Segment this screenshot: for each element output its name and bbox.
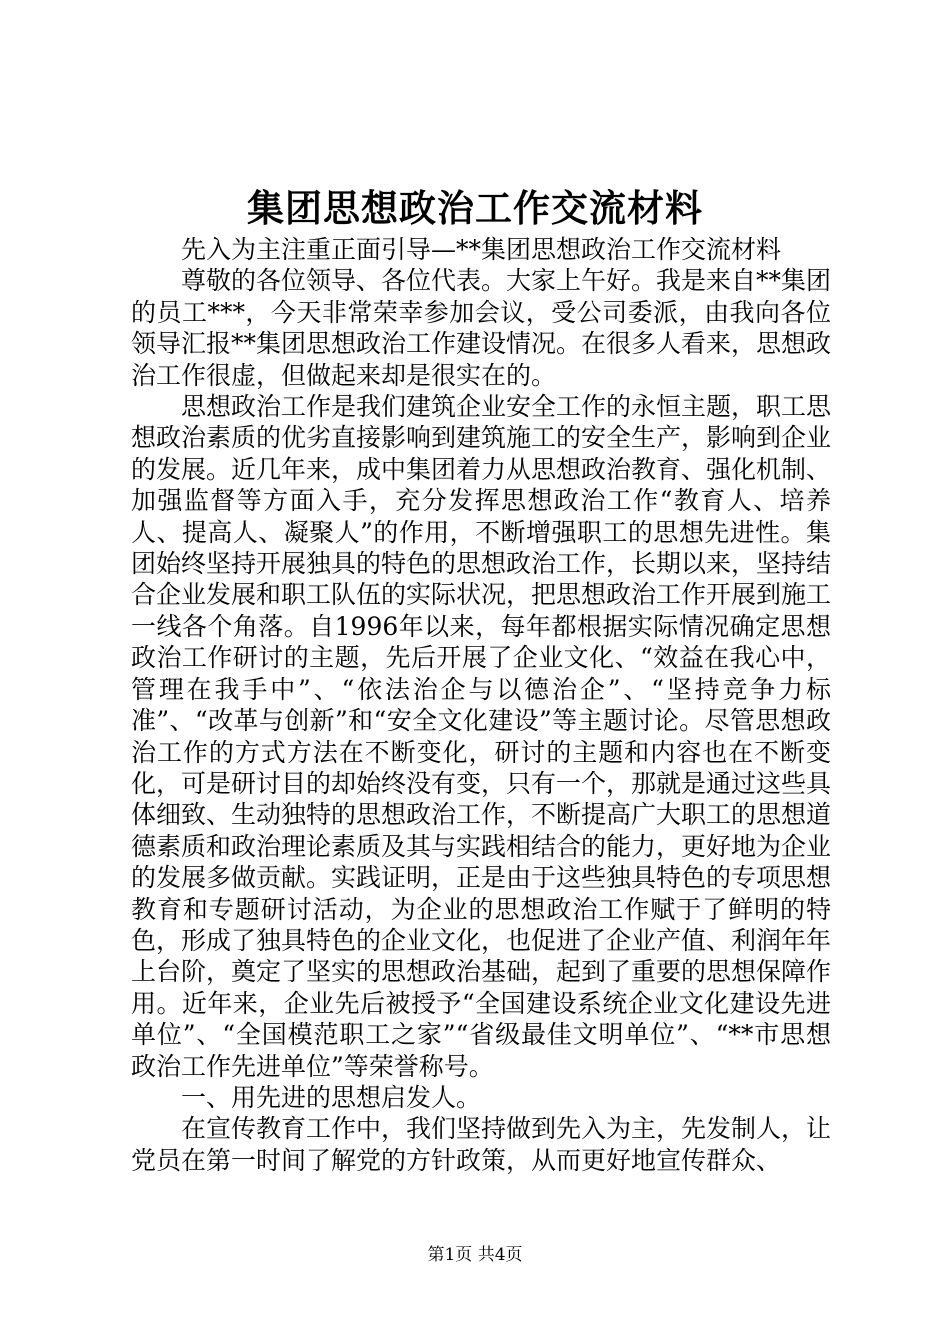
document-body	[131, 234, 831, 1176]
subtitle-paragraph: 先入为主注重正面引导—**集团思想政治工作交流材料	[181, 235, 782, 264]
page-number: 第1页 共4页	[427, 1245, 523, 1265]
section-paragraph: 在宣传教育工作中，我们坚持做到先入为主，先发制人，让党员在第一时间了解党的方针政策，从而更好地宣传群众、	[131, 1114, 832, 1175]
main-paragraph: 思想政治工作是我们建筑企业安全工作的永恒主题，职工思想政治素质的优劣直接影响到建筑施工的安全生产，影响到企业的发展。近几年来，成中集团着力从思想政治教育、强化机制、加强监督等方面入手，充分发挥思想政治工作“教育人、培养人、提高人、凝聚人”的作用，不断增强职工的思想先进性。集团始终坚持开展独具的特色的思想政治工作，长期以来，坚持结合企业发展和职工队伍的实际状况，把思想政治工作开展到施工一线各个角落。自1996年以来，每年都根据实际情况确定思想政治工作研讨的主题，先后开展了企业文化、“效益在我心中，管理在我手中”、“依法治企与以德治企”、“坚持竞争力标准”、“改革与创新”和“安全文化建设”等主题讨论。尽管思想政治工作的方式方法在不断变化，研讨的主题和内容也在不断变化，可是研讨目的却始终没有变，只有一个，那就是通过这些具体细致、生动独特的思想政治工作，不断提高广大职工的思想道德素质和政治理论素质及其与实践相结合的能力，更好地为企业的发展多做贡献。实践证明，正是由于这些独具特色的专项思想教育和专题研讨活动，为企业的思想政治工作赋于了鲜明的特色，形成了独具特色的企业文化，也促进了企业产值、利润年年上台阶，奠定了坚实的思想政治基础，起到了重要的思想保障作用。近年来，企业先后被授予“全国建设系统企业文化建设先进单位”、“全国模范职工之家”“省级最佳文明单位”、“**市思想政治工作先进单位”等荣誉称号。	[131, 392, 832, 1081]
greeting-paragraph: 尊敬的各位领导、各位代表。大家上午好。我是来自**集团的员工***，今天非常荣幸参加会议，受公司委派，由我向各位领导汇报**集团思想政治工作建设情况。在很多人看来，思想政治工作很虚，但做起来却是很实在的。	[131, 266, 832, 390]
document-title: 集团思想政治工作交流材料	[247, 186, 703, 230]
section-heading: 一、用先进的思想启发人。	[181, 1082, 482, 1112]
